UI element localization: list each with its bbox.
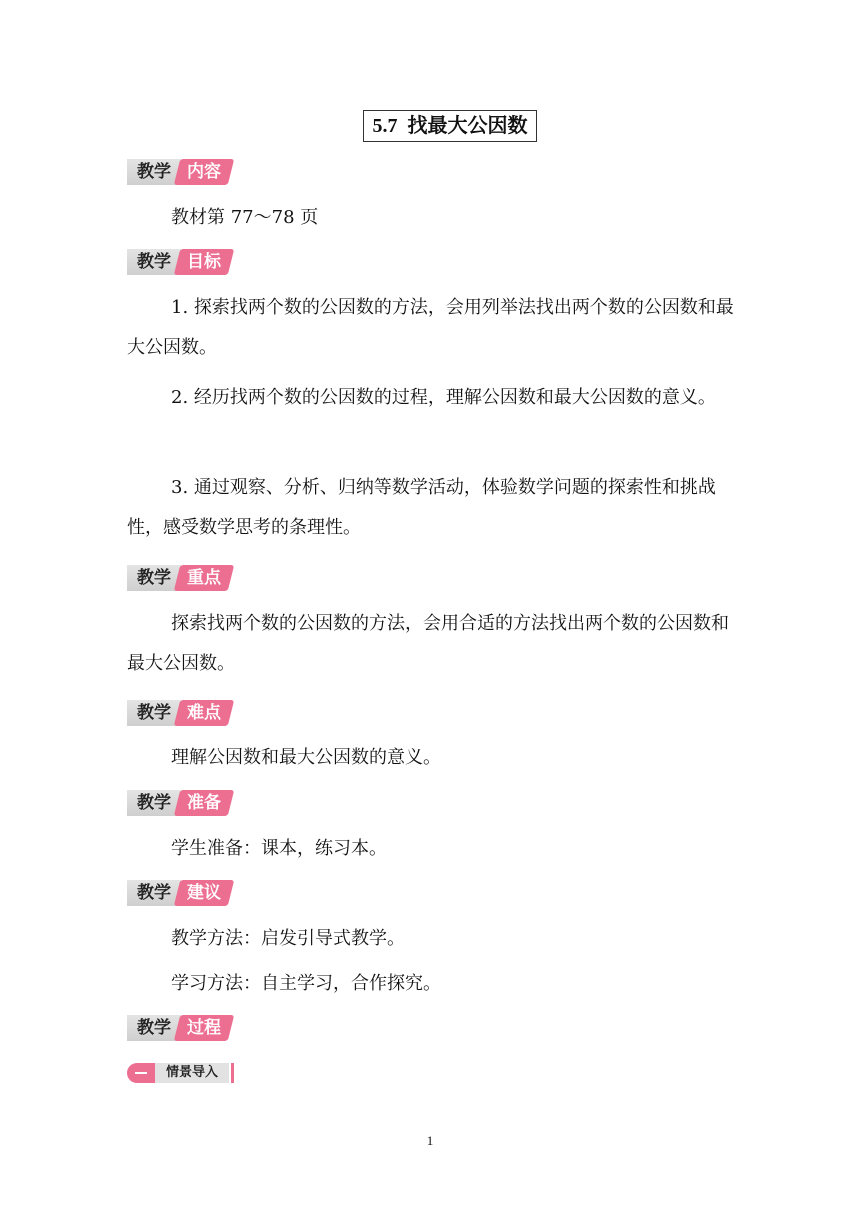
goal-item-3: 3. 通过观察、分析、归纳等数学活动，体验数学问题的探索性和挑战性，感受数学思考的条理性。 <box>127 477 716 538</box>
tag-label: 难点 <box>174 700 234 726</box>
tag-goals <box>127 249 231 275</box>
tag-advice <box>127 880 231 906</box>
tag-label: 目标 <box>174 249 234 275</box>
subsection-heading <box>127 1063 235 1083</box>
tag-label: 重点 <box>174 565 234 591</box>
page-number: 1 <box>426 1133 434 1148</box>
tag-prefix: 教学 <box>127 159 181 185</box>
tag-label: 内容 <box>174 159 234 185</box>
tag-prep <box>127 790 231 816</box>
tag-process <box>127 1015 231 1041</box>
advice-item-2: 学习方法：自主学习，合作探究。 <box>171 973 441 994</box>
advice-item-1: 教学方法：启发引导式教学。 <box>171 928 405 949</box>
tag-prefix: 教学 <box>127 700 181 726</box>
tag-label: 准备 <box>174 790 234 816</box>
tag-key <box>127 565 231 591</box>
lesson-title <box>363 110 537 142</box>
tag-content <box>127 159 231 185</box>
content-text: 教材第 77～78 页 <box>171 207 319 228</box>
tag-prefix: 教学 <box>127 790 181 816</box>
bar-icon <box>231 1063 234 1083</box>
lesson-number: 5.7 <box>372 115 398 137</box>
lesson-name: 找最大公因数 <box>407 115 528 137</box>
goal-item-2: 2. 经历找两个数的公因数的过程，理解公因数和最大公因数的意义。 <box>171 387 716 408</box>
goal-item-1: 1. 探索找两个数的公因数的方法，会用列举法找出两个数的公因数和最大公因数。 <box>127 297 734 358</box>
tag-prefix: 教学 <box>127 249 181 275</box>
tag-difficulty <box>127 700 231 726</box>
prep-text: 学生准备：课本，练习本。 <box>171 838 387 859</box>
tag-prefix: 教学 <box>127 880 181 906</box>
tag-prefix: 教学 <box>127 565 181 591</box>
subsection-label: 情景导入 <box>155 1063 229 1083</box>
key-text: 探索找两个数的公因数的方法，会用合适的方法找出两个数的公因数和最大公因数。 <box>127 613 729 674</box>
dash-icon <box>127 1063 155 1083</box>
tag-label: 建议 <box>174 880 234 906</box>
tag-prefix: 教学 <box>127 1015 181 1041</box>
tag-label: 过程 <box>174 1015 234 1041</box>
difficulty-text: 理解公因数和最大公因数的意义。 <box>171 747 441 768</box>
